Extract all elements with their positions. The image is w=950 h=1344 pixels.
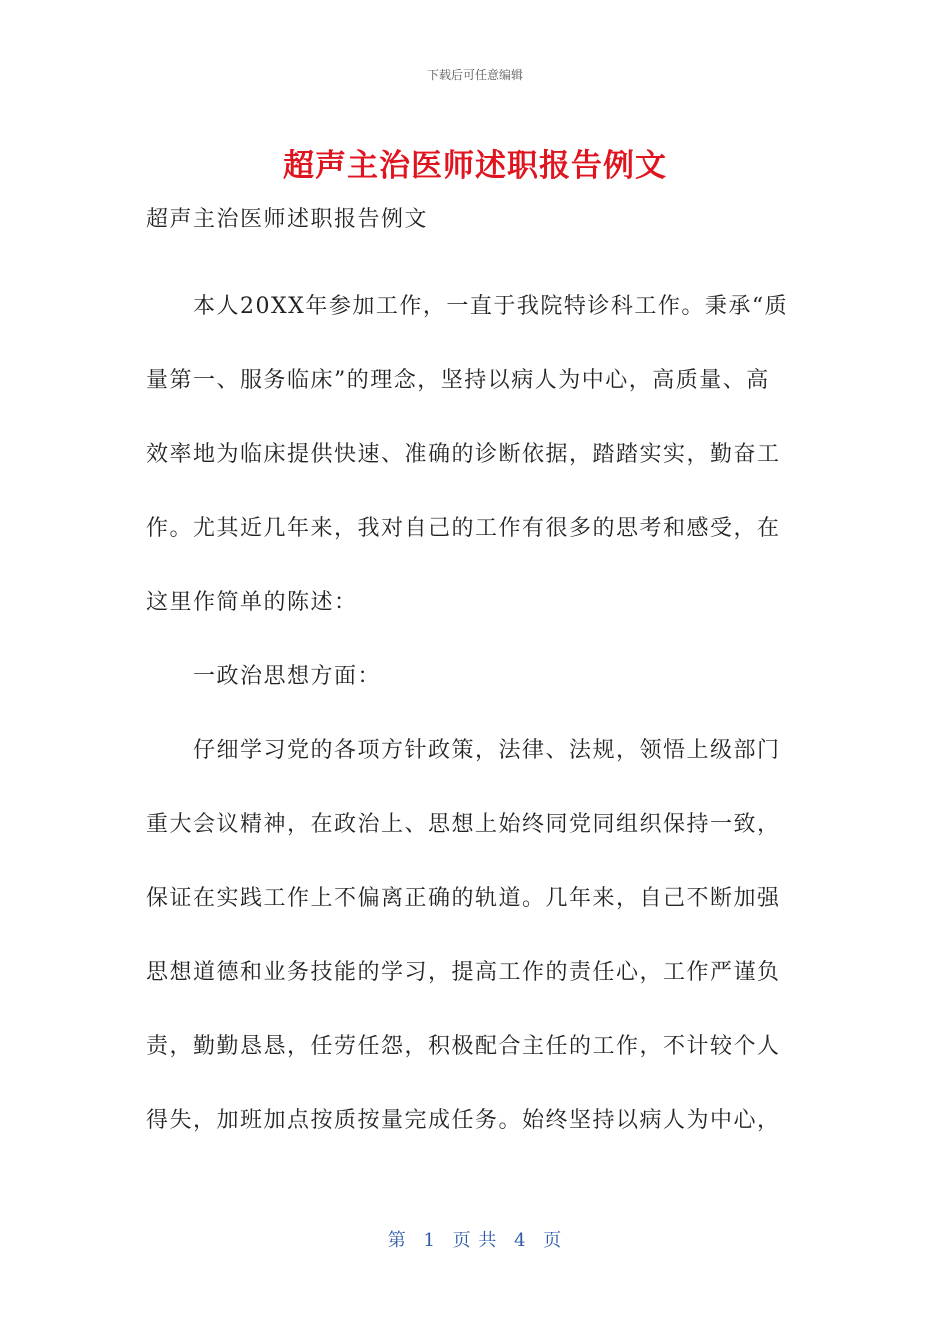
- footer-middle: 页 共: [452, 1230, 498, 1251]
- body-line: 效率地为临床提供快速、准确的诊断依据，踏踏实实，勤奋工: [146, 442, 781, 467]
- footer-total-pages: 4: [514, 1230, 527, 1251]
- document-body: [146, 200, 802, 1158]
- body-line: 责，勤勤恳恳，任劳任怨，积极配合主任的工作，不计较个人: [146, 1034, 781, 1059]
- page-footer: [0, 1226, 950, 1252]
- page-header-note: 下载后可任意编辑: [426, 68, 523, 82]
- body-line: 重大会议精神，在政治上、思想上始终同党同组织保持一致，: [146, 812, 781, 837]
- body-line: 得失，加班加点按质按量完成任务。始终坚持以病人为中心，: [146, 1108, 781, 1133]
- footer-prefix: 第: [387, 1230, 407, 1251]
- body-line: 量第一、服务临床”的理念，坚持以病人为中心，高质量、高: [146, 368, 770, 393]
- body-line: 本人20XX年参加工作，一直于我院特诊科工作。秉承“质: [146, 294, 789, 319]
- body-line: 保证在实践工作上不偏离正确的轨道。几年来，自己不断加强: [146, 886, 781, 911]
- document-title: 超声主治医师述职报告例文: [283, 148, 667, 184]
- footer-suffix: 页: [543, 1230, 563, 1251]
- footer-current-page: 1: [423, 1230, 436, 1251]
- body-line: 思想道德和业务技能的学习，提高工作的责任心，工作严谨负: [146, 960, 781, 985]
- body-line: 超声主治医师述职报告例文: [146, 207, 429, 232]
- body-line: 作。尤其近几年来，我对自己的工作有很多的思考和感受，在: [146, 516, 781, 541]
- body-line: 这里作简单的陈述：: [146, 590, 358, 615]
- body-line: 仔细学习党的各项方针政策，法律、法规，领悟上级部门: [146, 738, 781, 763]
- section-heading: 一政治思想方面：: [146, 664, 382, 689]
